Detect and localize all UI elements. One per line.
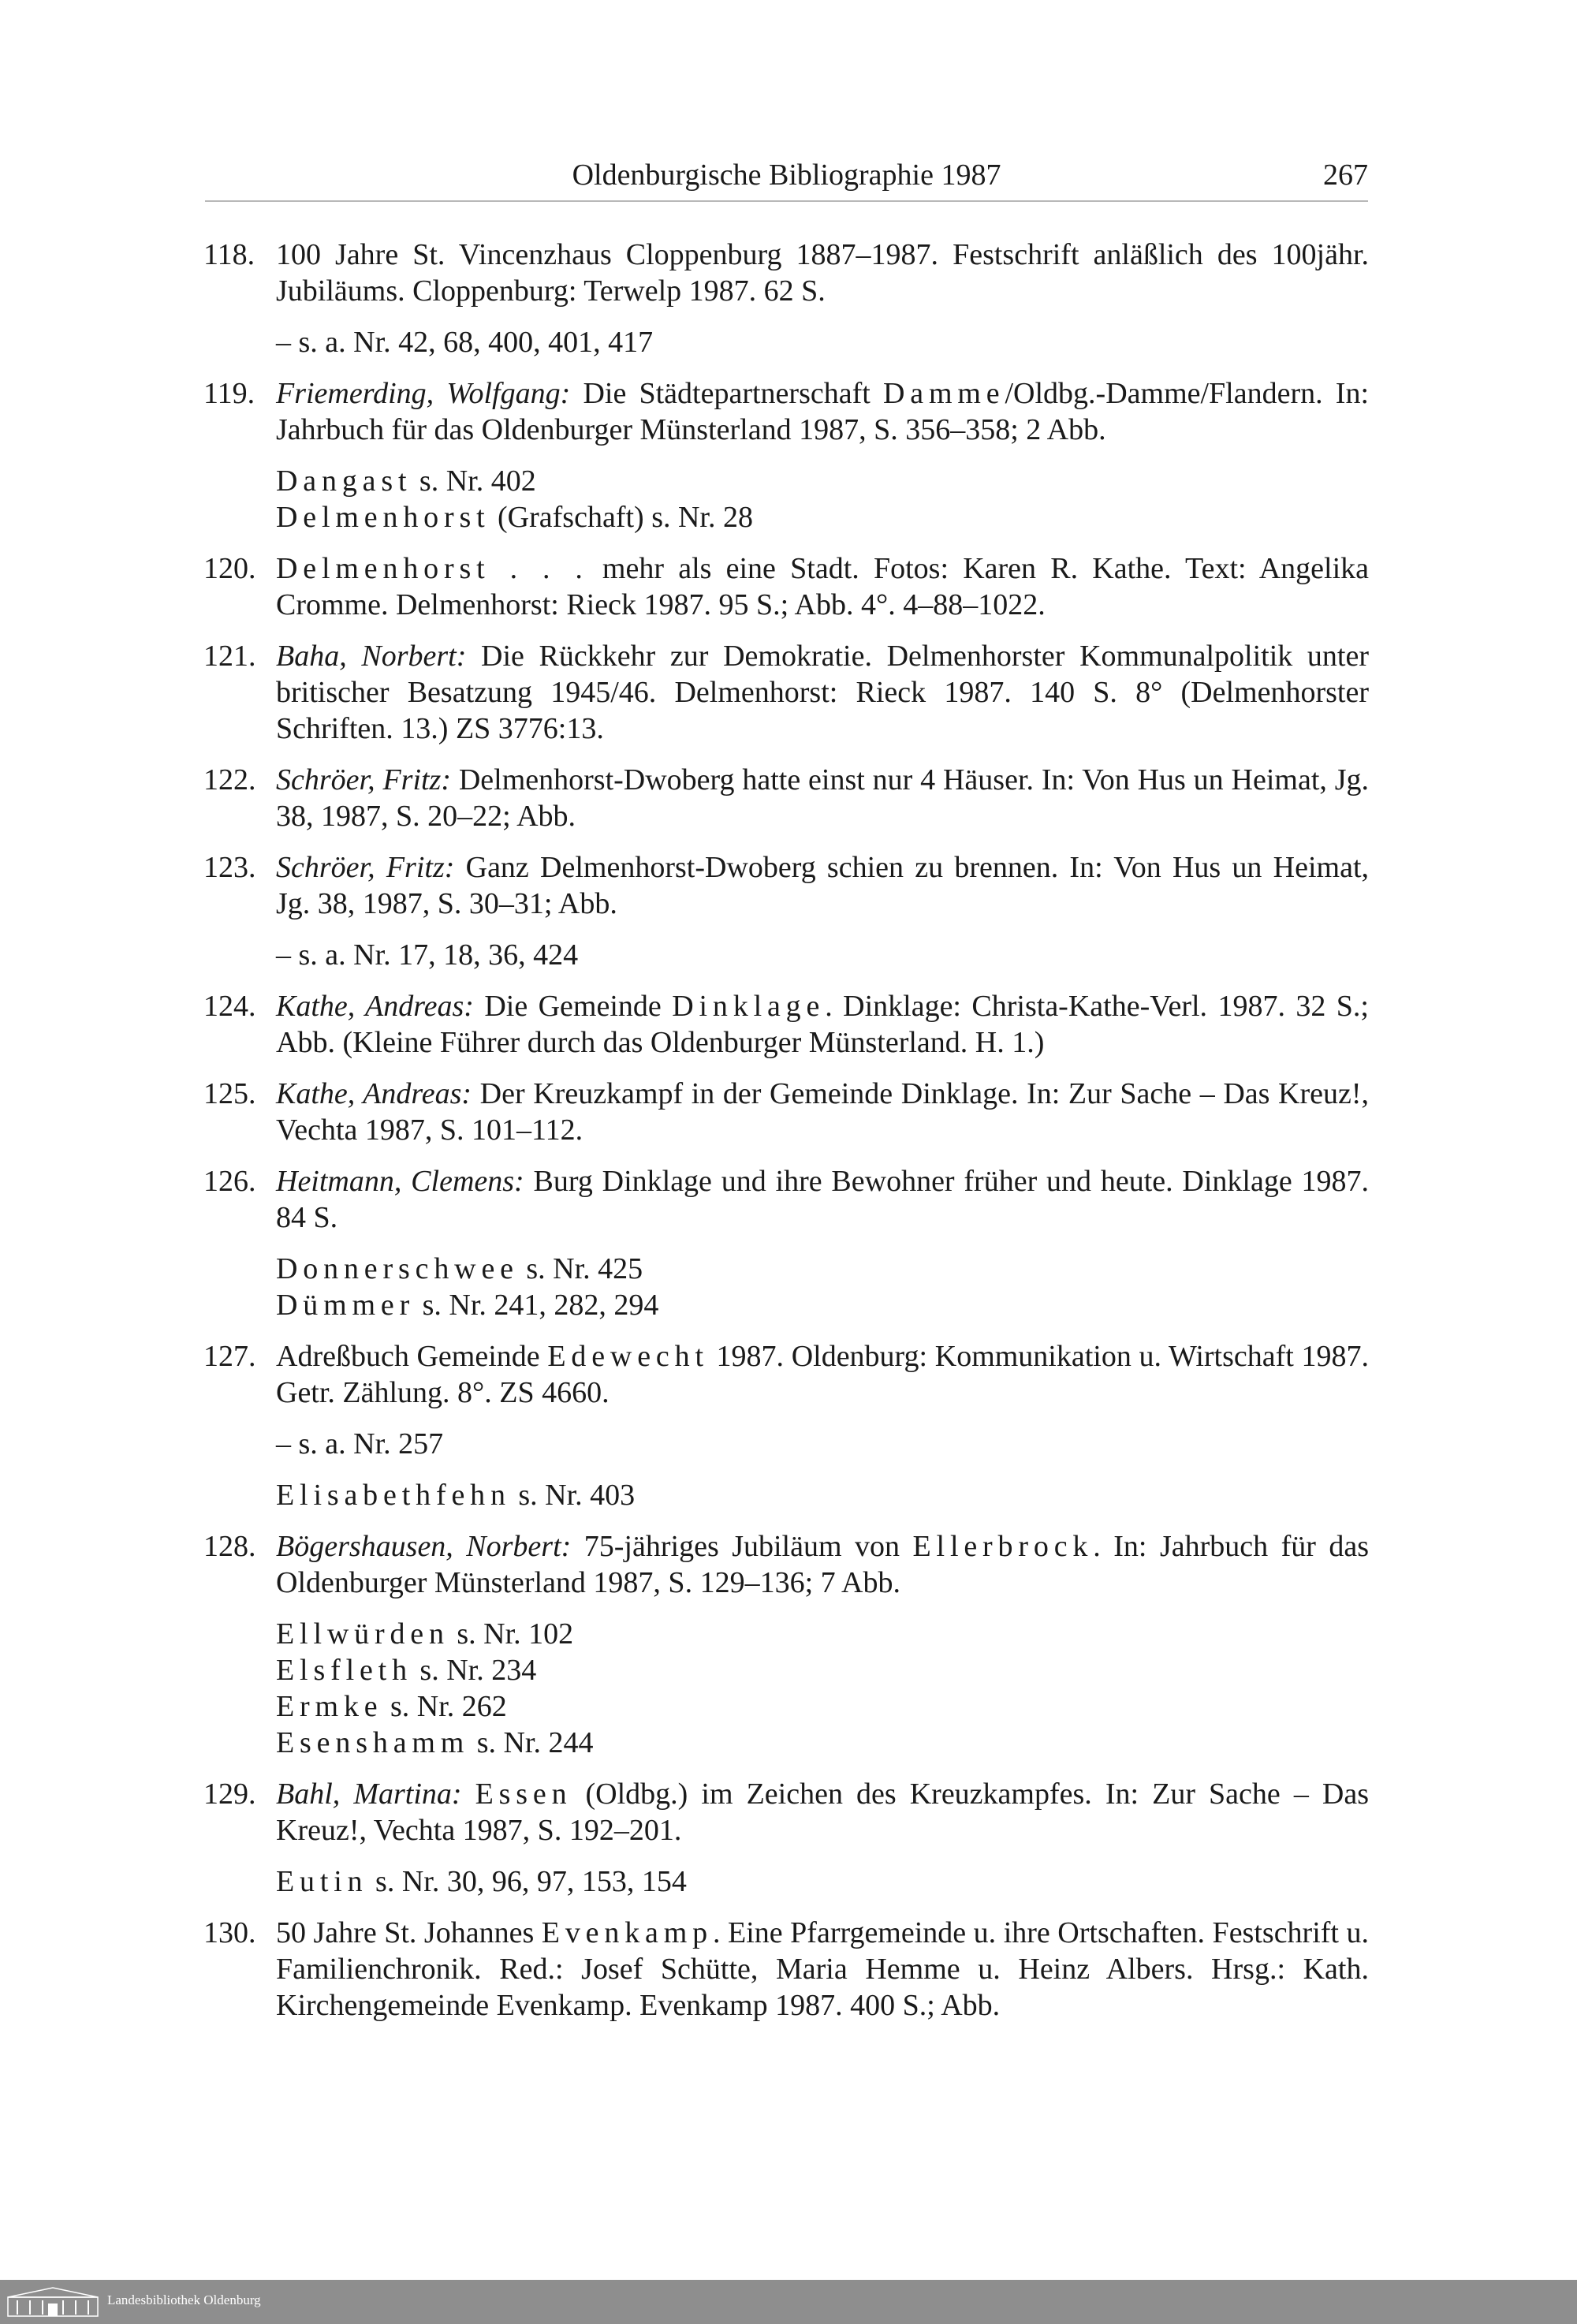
place-keyword: Edewecht bbox=[547, 1340, 709, 1373]
cross-reference: Donnerschwee s. Nr. 425 Dümmer s. Nr. 241, 282, 294 bbox=[276, 1252, 659, 1322]
cross-reference: – s. a. Nr. 42, 68, 400, 401, 417 bbox=[276, 326, 654, 359]
place-keyword: Dinklage bbox=[672, 990, 826, 1023]
entry-number: 129. bbox=[203, 1778, 256, 1811]
place-keyword: Delmenhorst bbox=[276, 501, 490, 534]
place-keyword: Donnerschwee bbox=[276, 1252, 519, 1285]
entry-130 bbox=[203, 1915, 1369, 2024]
entry-118 bbox=[203, 237, 1369, 309]
entry-120 bbox=[203, 550, 1369, 623]
place-keyword: Essen bbox=[475, 1778, 572, 1811]
author: Kathe, Andreas: bbox=[276, 1077, 472, 1110]
footer-bar bbox=[0, 2280, 1577, 2324]
entry-128 bbox=[203, 1528, 1369, 1601]
entry-number: 121. bbox=[203, 640, 256, 673]
entry-125 bbox=[203, 1076, 1369, 1148]
place-keyword: Esenshamm bbox=[276, 1726, 470, 1759]
entry-number: 125. bbox=[203, 1077, 256, 1110]
entry-119 bbox=[203, 375, 1369, 448]
author: Heitmann, Clemens: bbox=[276, 1165, 524, 1198]
entry-number: 130. bbox=[203, 1916, 256, 1949]
entry-124 bbox=[203, 988, 1369, 1061]
entry-number: 120. bbox=[203, 552, 256, 585]
entry-text: 50 Jahre St. Johannes Evenkamp. Eine Pfarrgemeinde u. ihre Ortschaften. Festschrift u. Familienchronik. Red.: Josef Schütte, Maria Hemme u. Heinz Albers. Hrsg.: Kath. Kirchengemeinde Evenkamp. Evenkamp 1987. 400 S.; Abb. bbox=[276, 1916, 1370, 2022]
cross-reference: Eutin s. Nr. 30, 96, 97, 153, 154 bbox=[276, 1865, 687, 1898]
entry-text: Adreßbuch Gemeinde Edewecht 1987. Oldenburg: Kommunikation u. Wirtschaft 1987. Getr. Zählung. 8°. ZS 4660. bbox=[276, 1340, 1369, 1409]
entry-123 bbox=[203, 849, 1369, 922]
cross-reference: – s. a. Nr. 257 bbox=[276, 1427, 444, 1460]
cross-reference: Elisabethfehn s. Nr. 403 bbox=[276, 1479, 636, 1512]
page-number: 267 bbox=[1323, 159, 1368, 192]
author: Schröer, Fritz: bbox=[276, 851, 455, 884]
entry-number: 126. bbox=[203, 1165, 256, 1198]
author: Friemerding, Wolfgang: bbox=[276, 377, 571, 410]
place-keyword: Ermke bbox=[276, 1690, 383, 1723]
entry-text: Heitmann, Clemens: Burg Dinklage und ihre Bewohner früher und heute. Dinklage 1987. 84 S. bbox=[276, 1165, 1370, 1234]
place-keyword: Ellwürden bbox=[276, 1617, 449, 1651]
place-keyword: Dangast bbox=[276, 464, 412, 498]
entry-number: 128. bbox=[203, 1530, 256, 1563]
author: Baha, Norbert: bbox=[276, 640, 467, 673]
entry-text: Schröer, Fritz: Ganz Delmenhorst-Dwoberg schien zu brennen. In: Von Hus un Heimat, Jg. 38, 1987, S. 30–31; Abb. bbox=[276, 851, 1369, 920]
author: Bahl, Martina: bbox=[276, 1778, 462, 1811]
cross-reference: – s. a. Nr. 17, 18, 36, 424 bbox=[276, 938, 579, 972]
place-keyword: Elisabethfehn bbox=[276, 1479, 511, 1512]
entry-text: Kathe, Andreas: Der Kreuzkampf in der Gemeinde Dinklage. In: Zur Sache – Das Kreuz!, Vechta 1987, S. 101–112. bbox=[276, 1077, 1369, 1147]
entry-number: 119. bbox=[203, 377, 255, 410]
entry-121 bbox=[203, 638, 1369, 747]
author: Kathe, Andreas: bbox=[276, 990, 474, 1023]
entry-text: Baha, Norbert: Die Rückkehr zur Demokratie. Delmenhorster Kommunalpolitik unter britischer Besatzung 1945/46. Delmenhorst: Rieck 1987. 140 S. 8° (Delmenhorster Schriften. 13.) ZS 3776:13. bbox=[276, 640, 1370, 745]
library-name: Landesbibliothek Oldenburg bbox=[107, 2292, 261, 2307]
entry-number: 124. bbox=[203, 990, 256, 1023]
entry-127 bbox=[203, 1338, 1369, 1411]
place-keyword: Dümmer bbox=[276, 1289, 416, 1322]
author: Schröer, Fritz: bbox=[276, 763, 451, 796]
entry-text: Friemerding, Wolfgang: Die Städtepartnerschaft Damme/Oldbg.-Damme/Flandern. In: Jahrbuch für das Oldenburger Münsterland 1987, S. 356–358; 2 Abb. bbox=[276, 377, 1370, 446]
cross-reference: Dangast s. Nr. 402 Delmenhorst (Grafschaft) s. Nr. 28 bbox=[276, 464, 753, 534]
entry-text: Kathe, Andreas: Die Gemeinde Dinklage. Dinklage: Christa-Kathe-Verl. 1987. 32 S.; Abb. (Kleine Führer durch das Oldenburger Münsterland. H. 1.) bbox=[276, 990, 1369, 1059]
author: Bögershausen, Norbert: bbox=[276, 1530, 572, 1563]
entry-text: Bögershausen, Norbert: 75-jähriges Jubiläum von Ellerbrock. In: Jahrbuch für das Oldenburger Münsterland 1987, S. 129–136; 7 Abb. bbox=[276, 1530, 1370, 1599]
place-keyword: Evenkamp bbox=[541, 1916, 713, 1949]
library-building-icon bbox=[6, 2286, 99, 2318]
place-keyword: Delmenhorst . . . bbox=[276, 552, 588, 585]
entry-126 bbox=[203, 1163, 1369, 1236]
running-title: Oldenburgische Bibliographie 1987 bbox=[572, 159, 1001, 192]
entry-number: 118. bbox=[203, 238, 255, 271]
entry-text: Schröer, Fritz: Delmenhorst-Dwoberg hatte einst nur 4 Häuser. In: Von Hus un Heimat, Jg. 38, 1987, S. 20–22; Abb. bbox=[276, 763, 1370, 833]
place-keyword: Damme bbox=[882, 377, 1005, 410]
place-keyword: Ellerbrock bbox=[912, 1530, 1094, 1563]
place-keyword: Elsfleth bbox=[276, 1654, 412, 1687]
entry-number: 127. bbox=[203, 1340, 256, 1373]
place-keyword: Eutin bbox=[276, 1865, 368, 1898]
entry-text: Delmenhorst . . . mehr als eine Stadt. Fotos: Karen R. Kathe. Text: Angelika Cromme. Delmenhorst: Rieck 1987. 95 S.; Abb. 4°. 4–88–1022. bbox=[276, 552, 1370, 621]
bibliography-list bbox=[203, 237, 1369, 2039]
entry-text: Bahl, Martina: Essen (Oldbg.) im Zeichen des Kreuzkampfes. In: Zur Sache – Das Kreuz!, Vechta 1987, S. 192–201. bbox=[276, 1778, 1369, 1847]
entry-number: 122. bbox=[203, 763, 256, 796]
entry-122 bbox=[203, 762, 1369, 834]
entry-129 bbox=[203, 1776, 1369, 1848]
cross-reference: Ellwürden s. Nr. 102 Elsfleth s. Nr. 234 Ermke s. Nr. 262 Esenshamm s. Nr. 244 bbox=[276, 1617, 594, 1759]
entry-number: 123. bbox=[203, 851, 256, 884]
page-header bbox=[205, 155, 1368, 202]
entry-text: 100 Jahre St. Vincenzhaus Cloppenburg 1887–1987. Festschrift anläßlich des 100jähr. Jubiläums. Cloppenburg: Terwelp 1987. 62 S. bbox=[276, 238, 1369, 308]
